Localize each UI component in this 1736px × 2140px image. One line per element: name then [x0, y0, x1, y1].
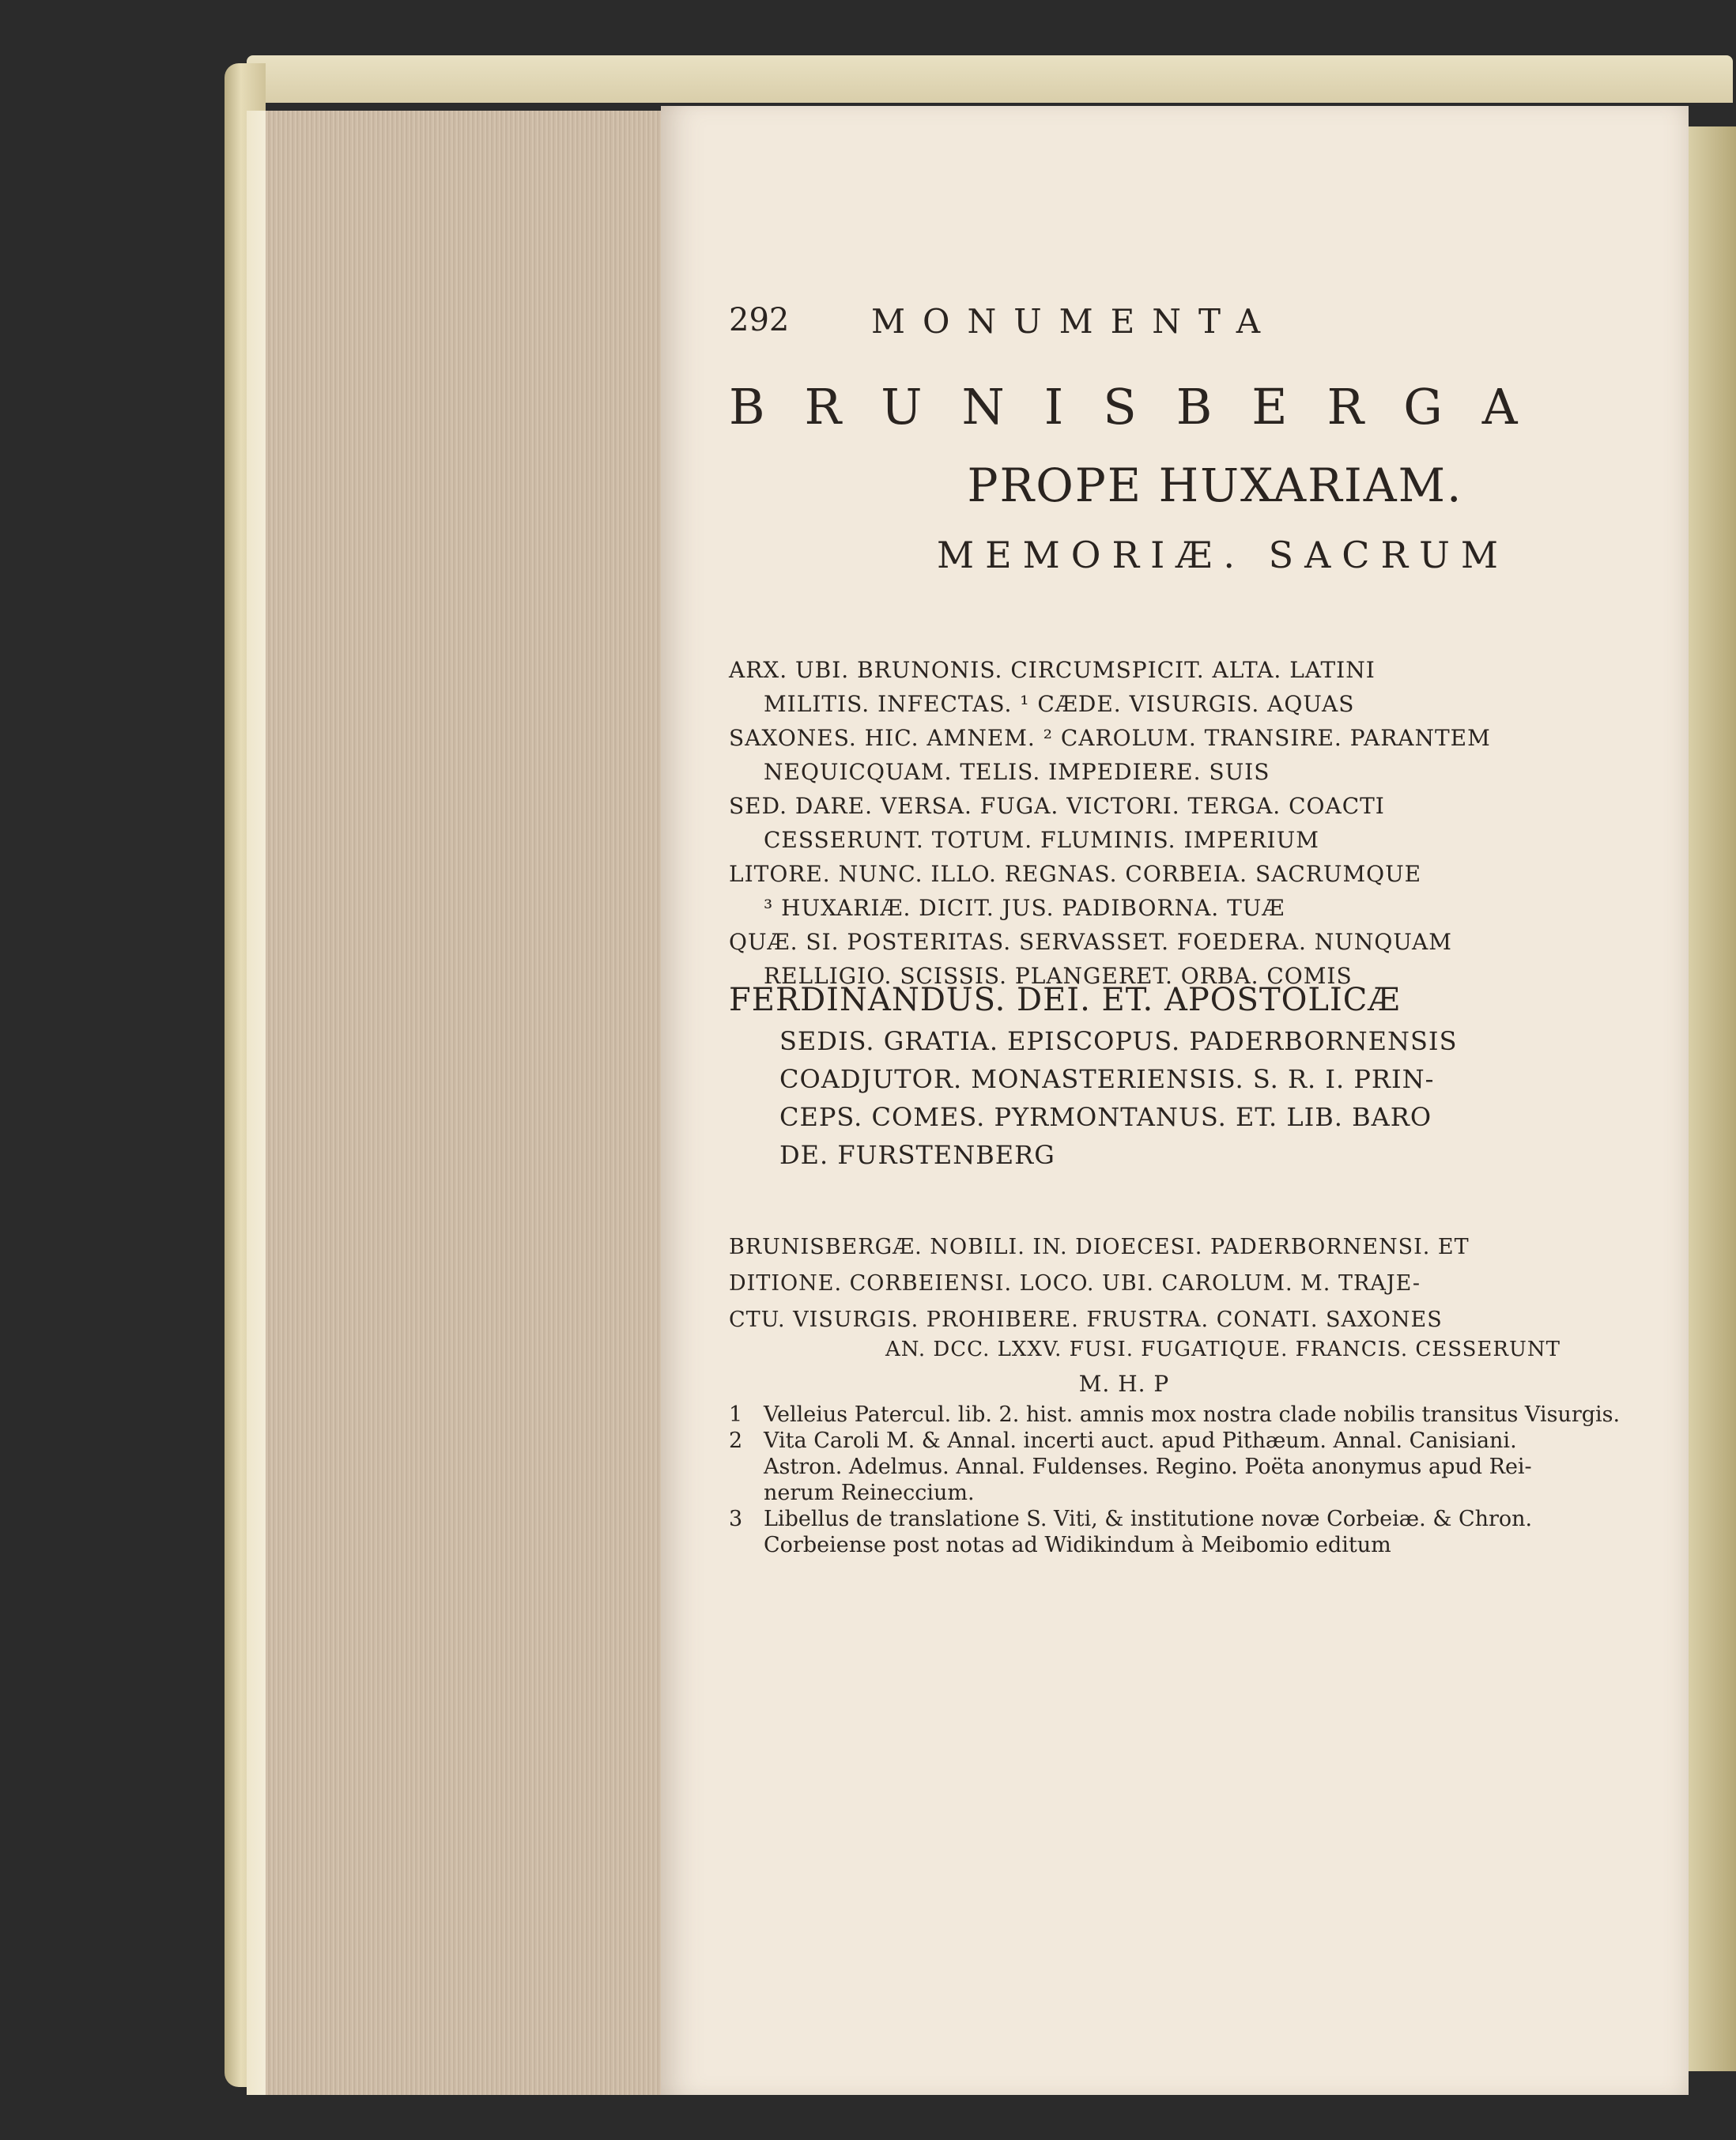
inscription-line: ARX. UBI. BRUNONIS. CIRCUMSPICIT. ALTA. LATINI — [729, 657, 1376, 683]
closing-line: M. H. P — [1078, 1371, 1170, 1397]
footnote-line: Corbeiense post notas ad Widikindum à Meibomio editum — [764, 1533, 1391, 1557]
footnote — [729, 1428, 1725, 1506]
page-stack — [266, 111, 661, 2095]
inscription-line: QUÆ. SI. POSTERITAS. SERVASSET. FOEDERA. NUNQUAM — [729, 929, 1452, 955]
footnote — [729, 1506, 1725, 1558]
footnote-number: 2 — [729, 1429, 743, 1453]
title-line-3: MEMORIÆ. SACRUM — [936, 534, 1510, 576]
dedication-line: CEPS. COMES. PYRMONTANUS. ET. LIB. BARO — [779, 1102, 1432, 1132]
title-line-1: BRUNISBERGA — [729, 378, 1557, 436]
footnote-number: 3 — [729, 1507, 743, 1531]
footnote-line: Velleius Patercul. lib. 2. hist. amnis mox nostra clade nobilis transitus Visurgis. — [764, 1402, 1621, 1427]
closing-line: AN. DCC. LXXV. FUSI. FUGATIQUE. FRANCIS. CESSERUNT — [885, 1338, 1561, 1361]
closing-line: BRUNISBERGÆ. NOBILI. IN. DIOECESI. PADERBORNENSI. ET — [729, 1235, 1470, 1259]
footnotes — [729, 1402, 1725, 1558]
dedication-line: COADJUTOR. MONASTERIENSIS. S. R. I. PRIN- — [779, 1064, 1435, 1094]
inscription-line: CESSERUNT. TOTUM. FLUMINIS. IMPERIUM — [764, 827, 1319, 853]
inscription-line: ³ HUXARIÆ. DICIT. JUS. PADIBORNA. TUÆ — [764, 895, 1285, 921]
footnote-line: Astron. Adelmus. Annal. Fuldenses. Regino. Poëta anonymus apud Rei- — [764, 1455, 1532, 1479]
inscription-line: SED. DARE. VERSA. FUGA. VICTORI. TERGA. COACTI — [729, 793, 1385, 819]
dedication-line: DE. FURSTENBERG — [779, 1140, 1055, 1170]
inscription-line: RELLIGIO. SCISSIS. PLANGERET. ORBA. COMIS — [764, 963, 1353, 989]
inscription-line: SAXONES. HIC. AMNEM. ² CAROLUM. TRANSIRE. PARANTEM — [729, 725, 1491, 751]
dedication-line: FERDINANDUS. DEI. ET. APOSTOLICÆ — [729, 982, 1401, 1018]
page-number: 292 — [729, 302, 790, 338]
footnote-line: Vita Caroli M. & Annal. incerti auct. apud Pithæum. Annal. Canisiani. — [764, 1429, 1517, 1453]
title-line-2: PROPE HUXARIAM. — [967, 459, 1463, 512]
book-cover-top — [247, 55, 1733, 103]
book — [215, 55, 1736, 2111]
closing-line: CTU. VISURGIS. PROHIBERE. FRUSTRA. CONATI. SAXONES — [729, 1308, 1443, 1332]
running-head: MONUMENTA — [871, 302, 1278, 341]
page-header — [729, 302, 1678, 349]
dedication-line: SEDIS. GRATIA. EPISCOPUS. PADERBORNENSIS — [779, 1026, 1458, 1056]
inscription-line: NEQUICQUAM. TELIS. IMPEDIERE. SUIS — [764, 759, 1270, 785]
inscription-line: LITORE. NUNC. ILLO. REGNAS. CORBEIA. SACRUMQUE — [729, 861, 1422, 887]
footnote-number: 1 — [729, 1402, 743, 1427]
footnote — [729, 1402, 1725, 1428]
footnote-line: Libellus de translatione S. Viti, & institutione novæ Corbeiæ. & Chron. — [764, 1507, 1533, 1531]
closing-line: DITIONE. CORBEIENSI. LOCO. UBI. CAROLUM. M. TRAJE- — [729, 1271, 1421, 1296]
inscription — [729, 653, 1491, 993]
footnote-line: nerum Reineccium. — [764, 1481, 975, 1505]
inscription-line: MILITIS. INFECTAS. ¹ CÆDE. VISURGIS. AQUAS — [764, 691, 1355, 717]
